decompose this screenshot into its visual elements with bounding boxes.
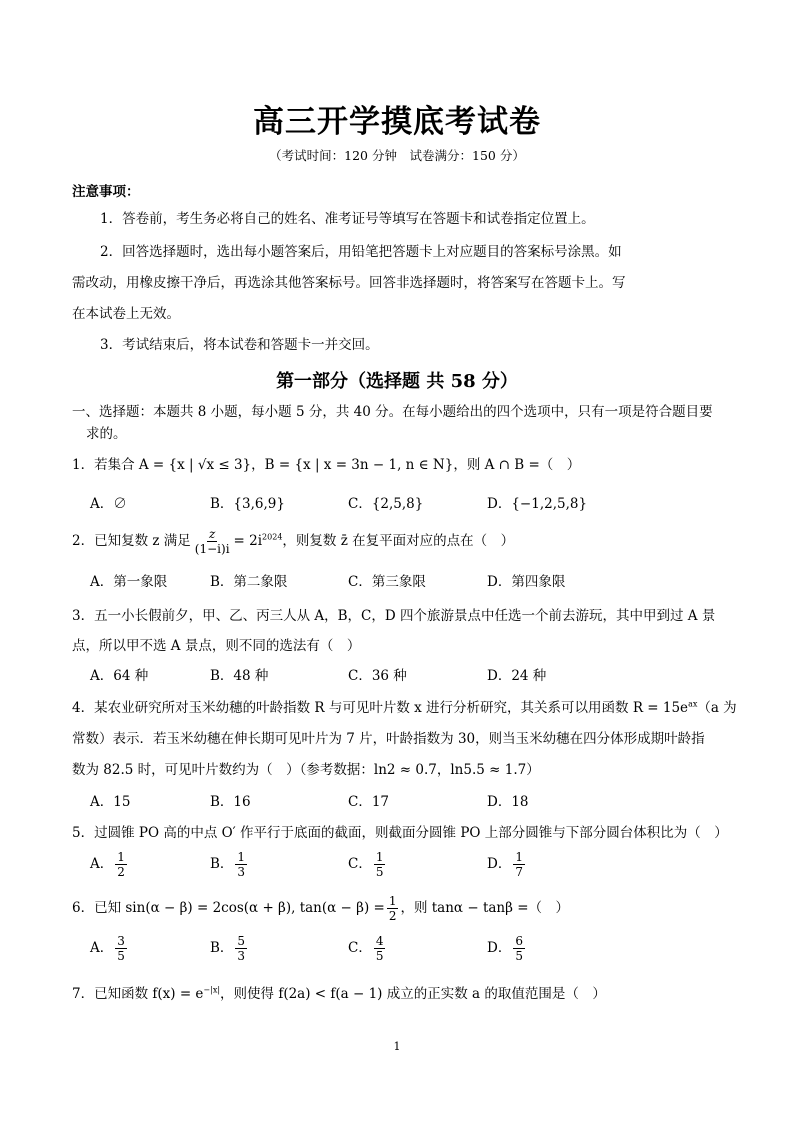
question-6-option-c-numerator: 4 [375, 934, 384, 948]
question-6-option-a-denominator: 5 [117, 949, 125, 963]
question-4-option-b: B．16 [210, 794, 251, 810]
question-6-option-c-denominator: 5 [375, 949, 384, 963]
question-5-option-d-numerator: 1 [515, 850, 523, 864]
question-3-option-b: B．48 种 [210, 668, 269, 684]
question-5-option-b-label: B． [210, 856, 234, 872]
question-6-option-c-fraction [374, 934, 386, 963]
question-5-option-c-numerator: 1 [375, 850, 384, 864]
question-5-stem: 5．过圆锥 PO 高的中点 O′ 作平行于底面的截面，则截面分圆锥 PO 上部分圆锥与下部分圆台体积比为（ ） [72, 825, 728, 841]
question-4-line-1 [72, 696, 737, 716]
question-2-fraction-denominator: (1−i)i [194, 542, 230, 556]
question-3-line-1: 3．五一小长假前夕，甲、乙、丙三人从 A，B，C，D 四个旅游景点中任选一个前去游玩，其中甲到过 A 景 [72, 608, 716, 624]
question-5-option-a-label: A． [90, 856, 114, 872]
question-2-rhs: = 2i [233, 533, 263, 549]
question-3-option-d: D．24 种 [487, 668, 547, 684]
question-6-fraction [387, 894, 399, 923]
question-3-option-c: C．36 种 [348, 668, 407, 684]
question-5-option-a-denominator: 2 [117, 865, 125, 879]
question-6-option-d-numerator: 6 [515, 934, 523, 948]
question-1-option-c: C．{2,5,8} [348, 496, 424, 512]
question-7-suffix: ，则使得 f(2a) < f(a − 1) 成立的正实数 a 的取值范围是（ ） [220, 986, 606, 1002]
question-6-option-d-denominator: 5 [515, 949, 523, 963]
question-5-option-a [90, 850, 129, 879]
question-4-option-d: D．18 [487, 794, 529, 810]
question-2-option-d: D．第四象限 [487, 574, 566, 590]
notice-item-1: 1．答卷前，考生务必将自己的姓名、准考证号等填写在答题卡和试卷指定位置上。 [100, 211, 595, 227]
question-6-fraction-denominator: 2 [388, 909, 397, 923]
question-7-stem [72, 982, 606, 1002]
question-6-option-a-label: A． [90, 940, 114, 956]
question-2-option-c: C．第三象限 [348, 574, 426, 590]
question-6-option-c-label: C． [348, 940, 372, 956]
question-6-option-a-numerator: 3 [117, 934, 125, 948]
question-4-line-2: 常数）表示．若玉米幼穗在伸长期可见叶片为 7 片，叶龄指数为 30，则当玉米幼穗在四分体形成期叶龄指 [72, 731, 705, 747]
question-6-option-b-numerator: 5 [237, 934, 246, 948]
question-1-option-b: B．{3,6,9} [210, 496, 285, 512]
notice-item-2-line-1: 2．回答选择题时，选出每小题答案后，用铅笔把答题卡上对应题目的答案标号涂黑。如 [100, 244, 622, 260]
question-5-option-c-label: C． [348, 856, 372, 872]
question-5-option-d-fraction [513, 850, 525, 879]
question-5-option-d-label: D． [487, 856, 512, 872]
question-2-prefix: 2．已知复数 z 满足 [72, 533, 191, 549]
question-4-option-c: C．17 [348, 794, 390, 810]
question-1-option-a: A．∅ [90, 496, 127, 512]
question-1-option-d: D．{−1,2,5,8} [487, 496, 588, 512]
question-2-option-a: A．第一象限 [90, 574, 168, 590]
page-number: 1 [393, 1040, 401, 1053]
question-5-option-c-fraction [374, 850, 386, 879]
question-6-option-d-label: D． [487, 940, 512, 956]
question-6-option-a [90, 934, 129, 963]
notice-item-2-line-3: 在本试卷上无效。 [72, 306, 180, 322]
question-2-suffix: ，则复数 z̄ 在复平面对应的点在（ ） [282, 533, 515, 549]
question-5-option-d [487, 850, 527, 879]
question-5-option-c [348, 850, 387, 879]
question-3-option-a: A．64 种 [90, 668, 149, 684]
question-2-fraction [193, 527, 232, 556]
question-6-fraction-numerator: 1 [388, 894, 397, 908]
notice-item-2-line-2: 需改动，用橡皮擦干净后，再选涂其他答案标号。回答非选择题时，将答案写在答题卡上。写 [72, 275, 626, 291]
question-2-fraction-numerator: z [209, 527, 216, 541]
question-4-exponent: ax [688, 699, 698, 709]
question-6-option-b-label: B． [210, 940, 234, 956]
question-5-option-b-denominator: 3 [237, 865, 246, 879]
question-5-option-b-numerator: 1 [237, 850, 246, 864]
question-4-option-a: A．15 [90, 794, 131, 810]
question-3-line-2: 点，所以甲不选 A 景点，则不同的选法有（ ） [72, 638, 361, 654]
question-5-option-d-denominator: 7 [515, 865, 523, 879]
question-6-option-b-denominator: 3 [237, 949, 246, 963]
question-6-option-b [210, 934, 249, 963]
question-5-option-a-fraction [115, 850, 127, 879]
question-6-option-c [348, 934, 387, 963]
question-6-option-d [487, 934, 527, 963]
question-5-option-a-numerator: 1 [117, 850, 125, 864]
question-2-exponent: 2024 [262, 532, 283, 542]
question-7-prefix: 7．已知函数 f(x) = e [72, 986, 204, 1002]
section-title: 第一部分（选择题 共 58 分） [276, 371, 518, 392]
exam-title: 高三开学摸底考试卷 [253, 104, 541, 140]
exam-subtitle: （考试时间：120 分钟 试卷满分：150 分） [269, 148, 525, 163]
question-2-stem [72, 527, 514, 556]
question-4-line-3: 数为 82.5 时，可见叶片数约为（ ）（参考数据：ln2 ≈ 0.7，ln5.5 ≈ 1.7） [72, 762, 540, 778]
question-6-suffix: ，则 tanα − tanβ =（ ） [400, 900, 570, 916]
question-2-option-b: B．第二象限 [210, 574, 288, 590]
question-5-option-b-fraction [235, 850, 247, 879]
question-7-exponent: −|x| [203, 985, 221, 995]
notice-heading: 注意事项： [72, 184, 140, 200]
question-6-stem [72, 894, 569, 923]
section-intro-line-1: 一、选择题：本题共 8 小题，每小题 5 分，共 40 分。在每小题给出的四个选项中，只有一项是符合题目要 [72, 404, 713, 420]
section-intro-line-2: 求的。 [86, 426, 127, 442]
question-6-option-b-fraction [235, 934, 247, 963]
question-4-line-1-prefix: 4．某农业研究所对玉米幼穗的叶龄指数 R 与可见叶片数 x 进行分析研究，其关系可以用函数 R = 15e [72, 700, 689, 716]
notice-item-3: 3．考试结束后，将本试卷和答题卡一并交回。 [100, 337, 379, 353]
question-1-stem: 1．若集合 A = {x | √x ≤ 3}，B = {x | x = 3n − 1, n ∈ N}，则 A ∩ B =（ ） [72, 457, 581, 473]
question-5-option-b [210, 850, 249, 879]
question-5-option-c-denominator: 5 [375, 865, 384, 879]
question-6-option-a-fraction [115, 934, 127, 963]
question-6-option-d-fraction [513, 934, 525, 963]
question-6-prefix: 6．已知 sin(α − β) = 2cos(α + β), tan(α − β) = [72, 900, 385, 916]
question-4-line-1-suffix: （a 为 [697, 700, 737, 716]
